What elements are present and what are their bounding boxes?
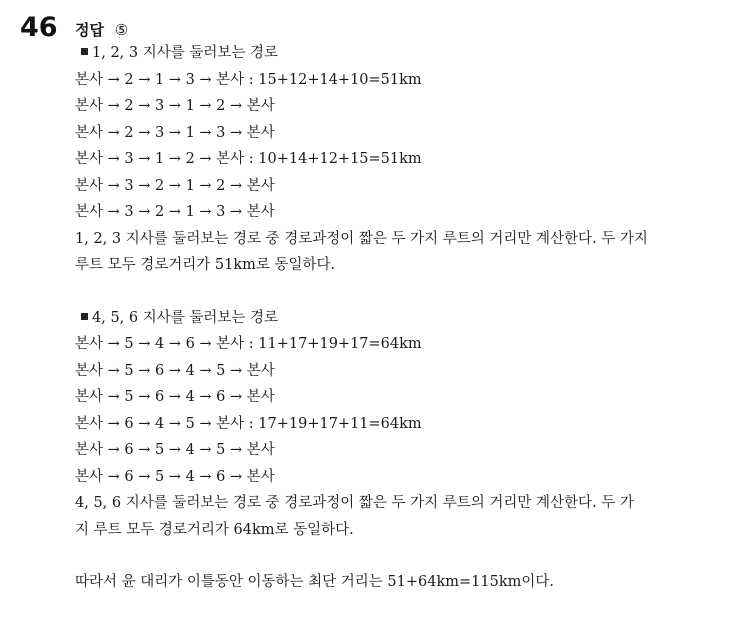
section2-explanation-line2: 지 루트 모두 경로거리가 64km로 동일하다.	[75, 521, 354, 538]
section1-heading: 1, 2, 3 지사를 둘러보는 경로	[75, 40, 740, 67]
section1-explanation-line2: 루트 모두 경로거리가 51km로 동일하다.	[75, 257, 336, 273]
answer-value: ⑤	[114, 21, 129, 39]
square-bullet-icon	[81, 48, 88, 55]
route-line: 본사 → 5 → 4 → 6 → 본사 : 11+17+19+17=64km	[75, 336, 422, 352]
section2-explanation-line1: 4, 5, 6 지사를 둘러보는 경로 중 경로과정이 짧은 두 가지 루트의 거리만 계산한다. 두 가	[75, 495, 634, 511]
route-line: 본사 → 3 → 2 → 1 → 2 → 본사	[75, 177, 275, 194]
answer-label: 정답	[75, 21, 104, 39]
route-line: 본사 → 2 → 3 → 1 → 2 → 본사	[75, 98, 275, 114]
solution-body	[75, 40, 740, 596]
conclusion-text: 따라서 윤 대리가 이틀동안 이동하는 최단 거리는 51+64km=115km이다.	[75, 574, 554, 590]
route-line: 본사 → 2 → 3 → 1 → 3 → 본사	[75, 124, 275, 141]
route-line: 본사 → 2 → 1 → 3 → 본사 : 15+12+14+10=51km	[75, 71, 422, 88]
answer-line	[75, 19, 128, 40]
route-line: 본사 → 6 → 5 → 4 → 5 → 본사	[75, 442, 275, 458]
route-line: 본사 → 6 → 5 → 4 → 6 → 본사	[75, 468, 275, 485]
route-line: 본사 → 5 → 6 → 4 → 6 → 본사	[75, 389, 275, 405]
route-line: 본사 → 6 → 4 → 5 → 본사 : 17+19+17+11=64km	[75, 415, 422, 432]
spacer	[75, 543, 740, 569]
section1-explanation-line1: 1, 2, 3 지사를 둘러보는 경로 중 경로과정이 짧은 두 가지 루트의 거리만 계산한다. 두 가지	[75, 230, 648, 247]
question-number: 46	[20, 12, 58, 43]
route-line: 본사 → 3 → 2 → 1 → 3 → 본사	[75, 204, 275, 220]
section2-heading: 4, 5, 6 지사를 둘러보는 경로	[75, 305, 740, 332]
route-line: 본사 → 3 → 1 → 2 → 본사 : 10+14+12+15=51km	[75, 151, 422, 167]
route-line: 본사 → 5 → 6 → 4 → 5 → 본사	[75, 362, 275, 379]
spacer	[75, 279, 740, 305]
square-bullet-icon	[81, 313, 88, 320]
